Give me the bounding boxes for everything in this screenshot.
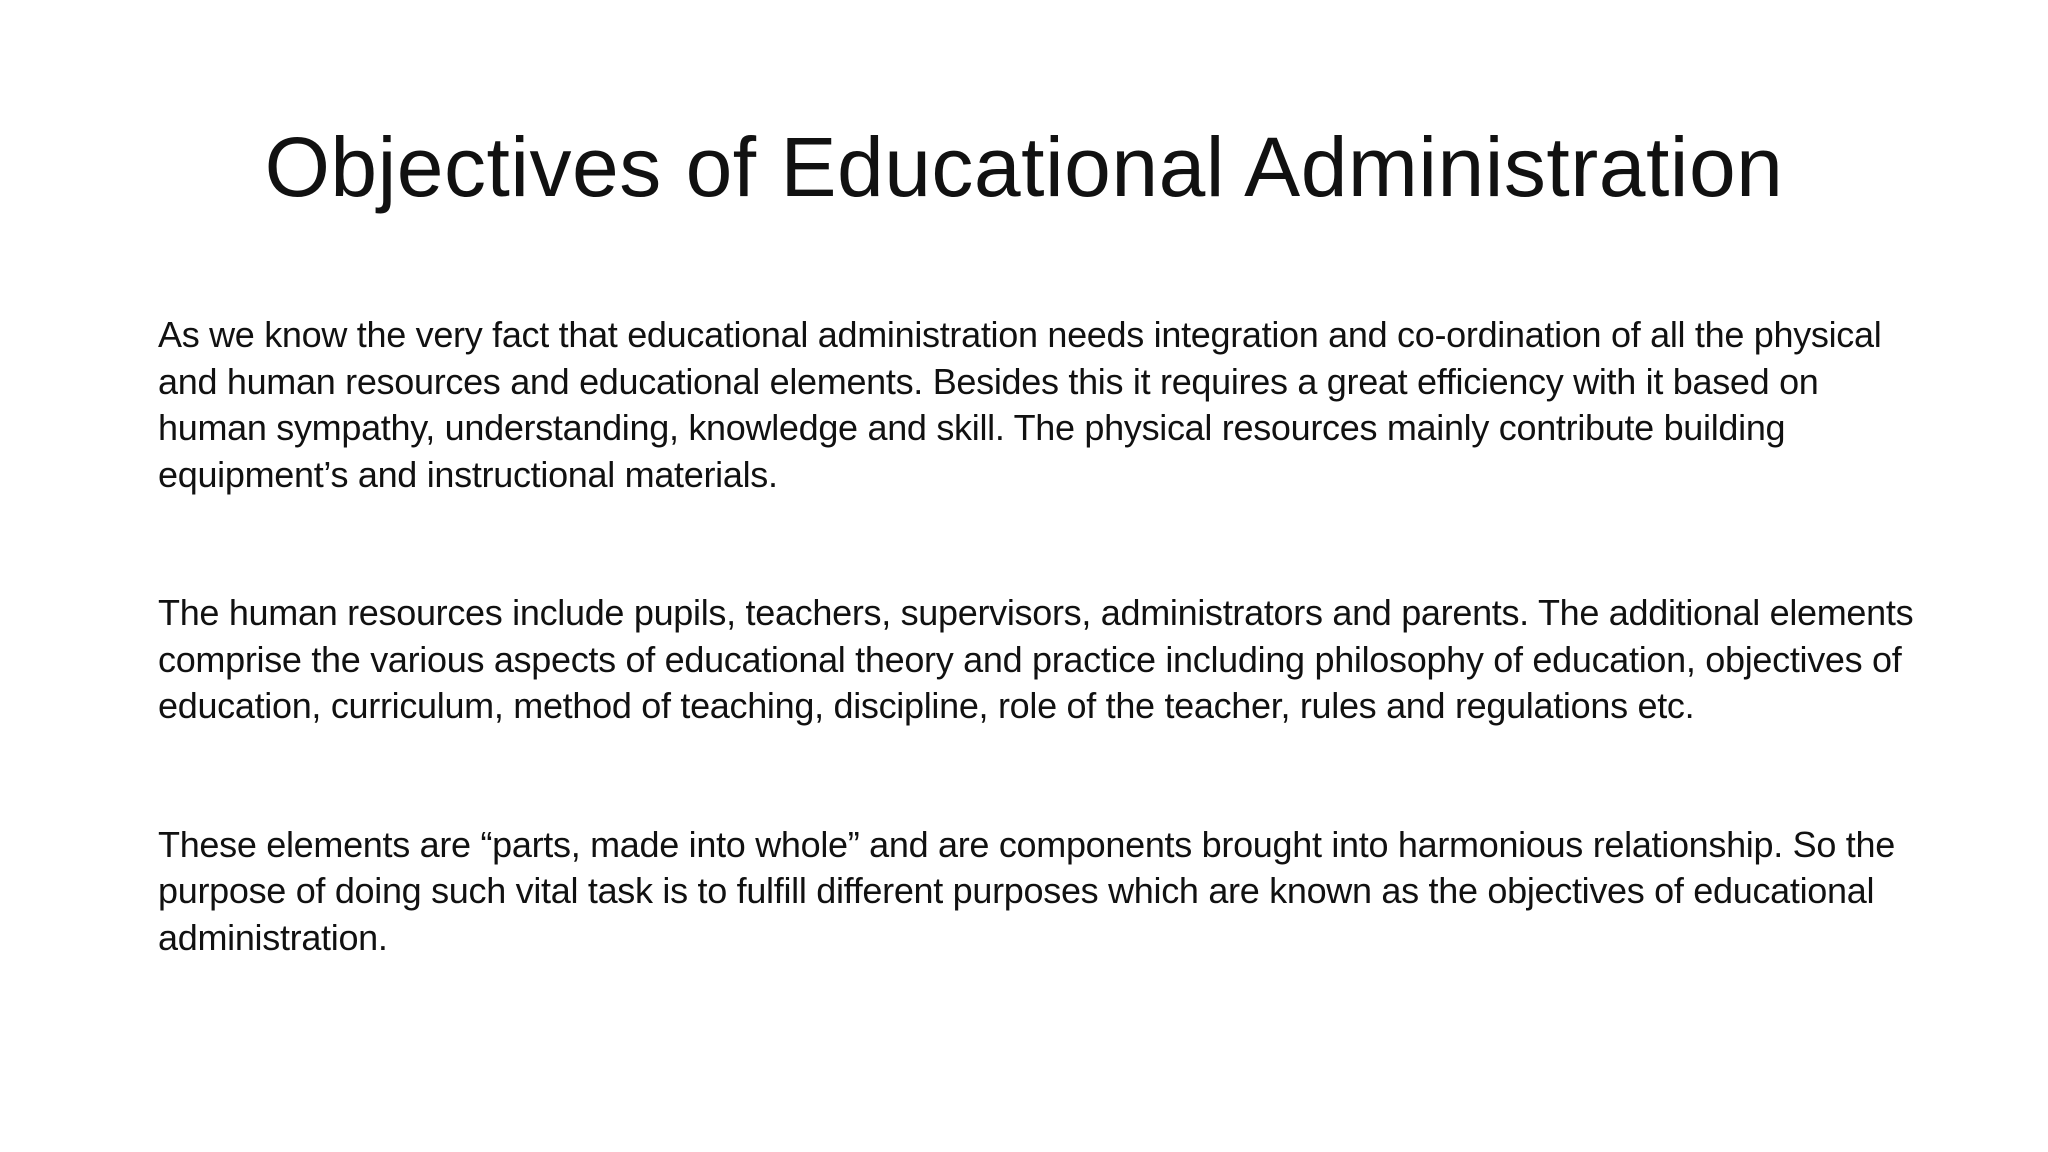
paragraph-human-resources: The human resources include pupils, teachers, supervisors, administrators and parents. The additional elements comprise the various aspects of educational theory and practice including philosophy of education, objectives of education, curriculum, method of teaching, discipline, role of the teacher, rules and regulations etc. (158, 592, 1914, 726)
slide-body (158, 312, 1918, 961)
paragraph-objectives: These elements are “parts, made into whole” and are components brought into harmonious relationship. So the purpose of doing such vital task is to fulfill different purposes which are known as the objectives of educational administration. (158, 823, 1895, 958)
slide-title: Objectives of Educational Administration (264, 120, 1784, 214)
paragraph-resources: As we know the very fact that educational administration needs integration and co-ordination of all the physical and human resources and educational elements. Besides this it requires a great efficiency with it based on human sympathy, understanding, knowledge and skill. The physical resources mainly contribute building equipment’s and instructional materials. (158, 314, 1882, 495)
